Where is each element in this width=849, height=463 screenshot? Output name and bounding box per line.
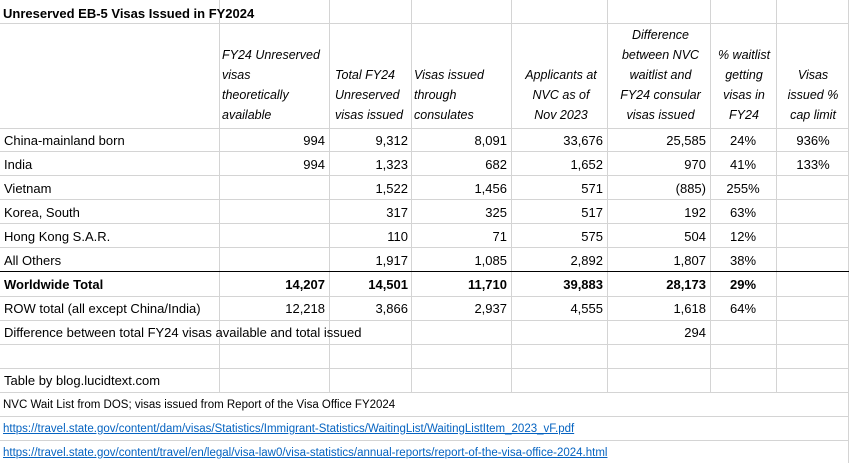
gridline [0,392,849,393]
gridline [0,175,849,176]
cell-consular-issued: 325 [485,205,507,220]
cell-total-issued: 110 [387,229,408,244]
gridline [0,23,849,24]
cell-difference: 1,618 [673,301,706,316]
header-unreserved-available: FY24 Unreserved visas theoretically available [222,48,320,122]
cell-available: 14,207 [285,277,325,292]
source-link-waitlist[interactable]: https://travel.state.gov/content/dam/visas/Statistics/Immigrant-Statistics/WaitingList/WaitingListItem_2023_vF.pdf [3,423,575,435]
header-waitlist-pct: % waitlist getting visas in FY24 [717,48,771,122]
cell-consular-issued: 11,710 [467,277,507,292]
cell-difference: (885) [675,181,706,196]
difference-label: Difference between total FY24 visas available and total issued [4,325,362,340]
cell-country: China-mainland born [4,133,125,148]
gridline [0,199,849,200]
gridline [0,440,849,441]
cell-waitlist-pct: 38% [729,253,757,268]
source-note: NVC Wait List from DOS; visas issued from Report of the Visa Office FY2024 [3,399,396,411]
cell-total-issued: 1,917 [375,253,408,268]
credit-text: Table by blog.lucidtext.com [4,373,161,388]
header-cap-pct: Visas issued % cap limit [787,68,839,122]
cell-waitlist-pct: 41% [729,157,757,172]
cell-cap-pct: 936% [796,133,830,148]
cell-waitlist-pct: 63% [729,205,757,220]
cell-difference: 192 [684,205,706,220]
cell-difference: 970 [684,157,706,172]
cell-country: Worldwide Total [4,277,104,292]
cell-country: Korea, South [4,205,80,220]
gridline [511,0,512,392]
cell-difference: 504 [684,229,706,244]
cell-consular-issued: 682 [485,157,507,172]
difference-value: 294 [684,325,706,340]
cell-available: 994 [303,157,325,172]
gridline [0,151,849,152]
cell-waitlist-pct: 29% [729,277,757,292]
cell-waitlist-pct: 64% [729,301,757,316]
cell-nvc-applicants: 575 [581,229,603,244]
cell-available: 994 [303,133,325,148]
cell-nvc-applicants: 1,652 [570,157,603,172]
header-nvc-applicants: Applicants at NVC as of Nov 2023 [525,68,597,122]
table-title: Unreserved EB-5 Visas Issued in FY2024 [3,6,255,21]
cell-waitlist-pct: 12% [729,229,757,244]
cell-total-issued: 1,323 [375,157,408,172]
cell-total-issued: 1,522 [375,181,408,196]
cell-difference: 28,173 [666,277,706,292]
cell-total-issued: 3,866 [375,301,408,316]
cell-consular-issued: 71 [492,229,507,244]
cell-consular-issued: 8,091 [474,133,507,148]
cell-consular-issued: 1,456 [474,181,507,196]
cell-available: 12,218 [285,301,325,316]
gridline [0,320,849,321]
cell-country: All Others [4,253,62,268]
cell-nvc-applicants: 39,883 [563,277,603,292]
cell-difference: 1,807 [673,253,706,268]
gridline [0,247,849,248]
gridline [0,223,849,224]
cell-nvc-applicants: 517 [581,205,603,220]
cell-nvc-applicants: 571 [581,181,603,196]
cell-country: Hong Kong S.A.R. [4,229,111,244]
cell-country: Vietnam [4,181,52,196]
cell-nvc-applicants: 4,555 [570,301,603,316]
cell-consular-issued: 1,085 [474,253,507,268]
cell-cap-pct: 133% [796,157,830,172]
header-total-issued: Total FY24 Unreserved visas issued [335,68,404,122]
source-link-visa-report[interactable]: https://travel.state.gov/content/travel/en/legal/visa-law0/visa-statistics/annual-reports/report-of-the-visa-office-2024.html [3,447,608,459]
cell-country: India [4,157,33,172]
cell-country: ROW total (all except China/India) [4,301,201,316]
header-difference: Difference between NVC waitlist and FY24 consular visas issued [620,28,701,122]
gridline [0,416,849,417]
cell-total-issued: 317 [386,205,408,220]
header-consulates: Visas issued through consulates [414,68,484,122]
cell-consular-issued: 2,937 [474,301,507,316]
cell-waitlist-pct: 24% [729,133,757,148]
cell-nvc-applicants: 33,676 [563,133,603,148]
cell-total-issued: 14,501 [368,277,408,292]
cell-total-issued: 9,312 [375,133,408,148]
cell-waitlist-pct: 255% [726,181,760,196]
gridline [607,0,608,392]
gridline [0,128,849,129]
gridline [411,0,412,392]
gridline [0,368,849,369]
total-separator [0,271,849,272]
gridline [0,296,849,297]
cell-nvc-applicants: 2,892 [570,253,603,268]
gridline [0,344,849,345]
cell-difference: 25,585 [666,133,706,148]
